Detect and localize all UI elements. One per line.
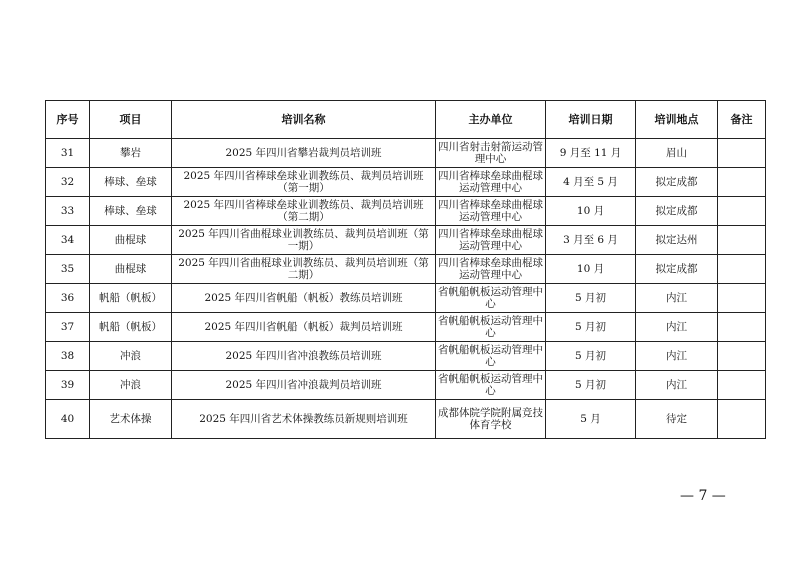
cell-note <box>718 139 766 168</box>
header-date: 培训日期 <box>546 101 636 139</box>
table-row <box>46 255 766 284</box>
cell-name: 2025 年四川省曲棍球业训教练员、裁判员培训班（第一期） <box>172 226 436 255</box>
cell-item: 曲棍球 <box>90 255 172 284</box>
cell-no: 32 <box>46 168 90 197</box>
table-row <box>46 313 766 342</box>
cell-name: 2025 年四川省帆船（帆板）裁判员培训班 <box>172 313 436 342</box>
cell-name: 2025 年四川省曲棍球业训教练员、裁判员培训班（第二期） <box>172 255 436 284</box>
table-row <box>46 197 766 226</box>
cell-place: 内江 <box>636 371 718 400</box>
table-row <box>46 342 766 371</box>
table-row <box>46 400 766 439</box>
table-row <box>46 371 766 400</box>
table-row <box>46 168 766 197</box>
header-place: 培训地点 <box>636 101 718 139</box>
cell-host: 省帆船帆板运动管理中心 <box>436 342 546 371</box>
cell-item: 棒球、垒球 <box>90 197 172 226</box>
cell-no: 36 <box>46 284 90 313</box>
cell-no: 37 <box>46 313 90 342</box>
cell-place: 眉山 <box>636 139 718 168</box>
cell-no: 40 <box>46 400 90 439</box>
cell-host: 四川省射击射箭运动管理中心 <box>436 139 546 168</box>
table-row <box>46 139 766 168</box>
cell-place: 拟定达州 <box>636 226 718 255</box>
cell-item: 艺术体操 <box>90 400 172 439</box>
cell-host: 成都体院学院附属竞技体育学校 <box>436 400 546 439</box>
header-name: 培训名称 <box>172 101 436 139</box>
cell-place: 拟定成都 <box>636 197 718 226</box>
header-note: 备注 <box>718 101 766 139</box>
cell-date: 4 月至 5 月 <box>546 168 636 197</box>
cell-host: 四川省棒球垒球曲棍球运动管理中心 <box>436 226 546 255</box>
cell-no: 33 <box>46 197 90 226</box>
cell-note <box>718 371 766 400</box>
cell-no: 31 <box>46 139 90 168</box>
cell-item: 曲棍球 <box>90 226 172 255</box>
cell-host: 省帆船帆板运动管理中心 <box>436 371 546 400</box>
cell-place: 拟定成都 <box>636 168 718 197</box>
cell-date: 5 月初 <box>546 342 636 371</box>
cell-date: 5 月初 <box>546 284 636 313</box>
header-item: 项目 <box>90 101 172 139</box>
cell-host: 四川省棒球垒球曲棍球运动管理中心 <box>436 168 546 197</box>
table-header-row <box>46 101 766 139</box>
cell-host: 省帆船帆板运动管理中心 <box>436 313 546 342</box>
cell-note <box>718 255 766 284</box>
cell-host: 省帆船帆板运动管理中心 <box>436 284 546 313</box>
cell-item: 帆船（帆板） <box>90 313 172 342</box>
cell-name: 2025 年四川省艺术体操教练员新规则培训班 <box>172 400 436 439</box>
cell-date: 3 月至 6 月 <box>546 226 636 255</box>
table-row <box>46 226 766 255</box>
cell-name: 2025 年四川省棒球垒球业训教练员、裁判员培训班（第二期） <box>172 197 436 226</box>
cell-item: 帆船（帆板） <box>90 284 172 313</box>
cell-name: 2025 年四川省帆船（帆板）教练员培训班 <box>172 284 436 313</box>
cell-item: 棒球、垒球 <box>90 168 172 197</box>
cell-note <box>718 284 766 313</box>
cell-item: 冲浪 <box>90 371 172 400</box>
cell-name: 2025 年四川省攀岩裁判员培训班 <box>172 139 436 168</box>
cell-place: 内江 <box>636 284 718 313</box>
cell-date: 5 月 <box>546 400 636 439</box>
cell-name: 2025 年四川省冲浪裁判员培训班 <box>172 371 436 400</box>
cell-item: 冲浪 <box>90 342 172 371</box>
training-schedule-table <box>45 100 766 439</box>
cell-place: 拟定成都 <box>636 255 718 284</box>
cell-name: 2025 年四川省冲浪教练员培训班 <box>172 342 436 371</box>
cell-item: 攀岩 <box>90 139 172 168</box>
cell-date: 5 月初 <box>546 371 636 400</box>
cell-no: 35 <box>46 255 90 284</box>
cell-date: 9 月至 11 月 <box>546 139 636 168</box>
table-row <box>46 284 766 313</box>
page-number: — 7 — <box>680 488 726 504</box>
header-no: 序号 <box>46 101 90 139</box>
cell-note <box>718 226 766 255</box>
cell-no: 39 <box>46 371 90 400</box>
cell-no: 34 <box>46 226 90 255</box>
cell-place: 待定 <box>636 400 718 439</box>
cell-note <box>718 342 766 371</box>
cell-place: 内江 <box>636 313 718 342</box>
cell-note <box>718 400 766 439</box>
cell-date: 10 月 <box>546 255 636 284</box>
cell-note <box>718 197 766 226</box>
cell-host: 四川省棒球垒球曲棍球运动管理中心 <box>436 255 546 284</box>
cell-date: 10 月 <box>546 197 636 226</box>
cell-date: 5 月初 <box>546 313 636 342</box>
cell-place: 内江 <box>636 342 718 371</box>
header-host: 主办单位 <box>436 101 546 139</box>
cell-no: 38 <box>46 342 90 371</box>
cell-name: 2025 年四川省棒球垒球业训教练员、裁判员培训班（第一期） <box>172 168 436 197</box>
cell-note <box>718 168 766 197</box>
cell-host: 四川省棒球垒球曲棍球运动管理中心 <box>436 197 546 226</box>
cell-note <box>718 313 766 342</box>
